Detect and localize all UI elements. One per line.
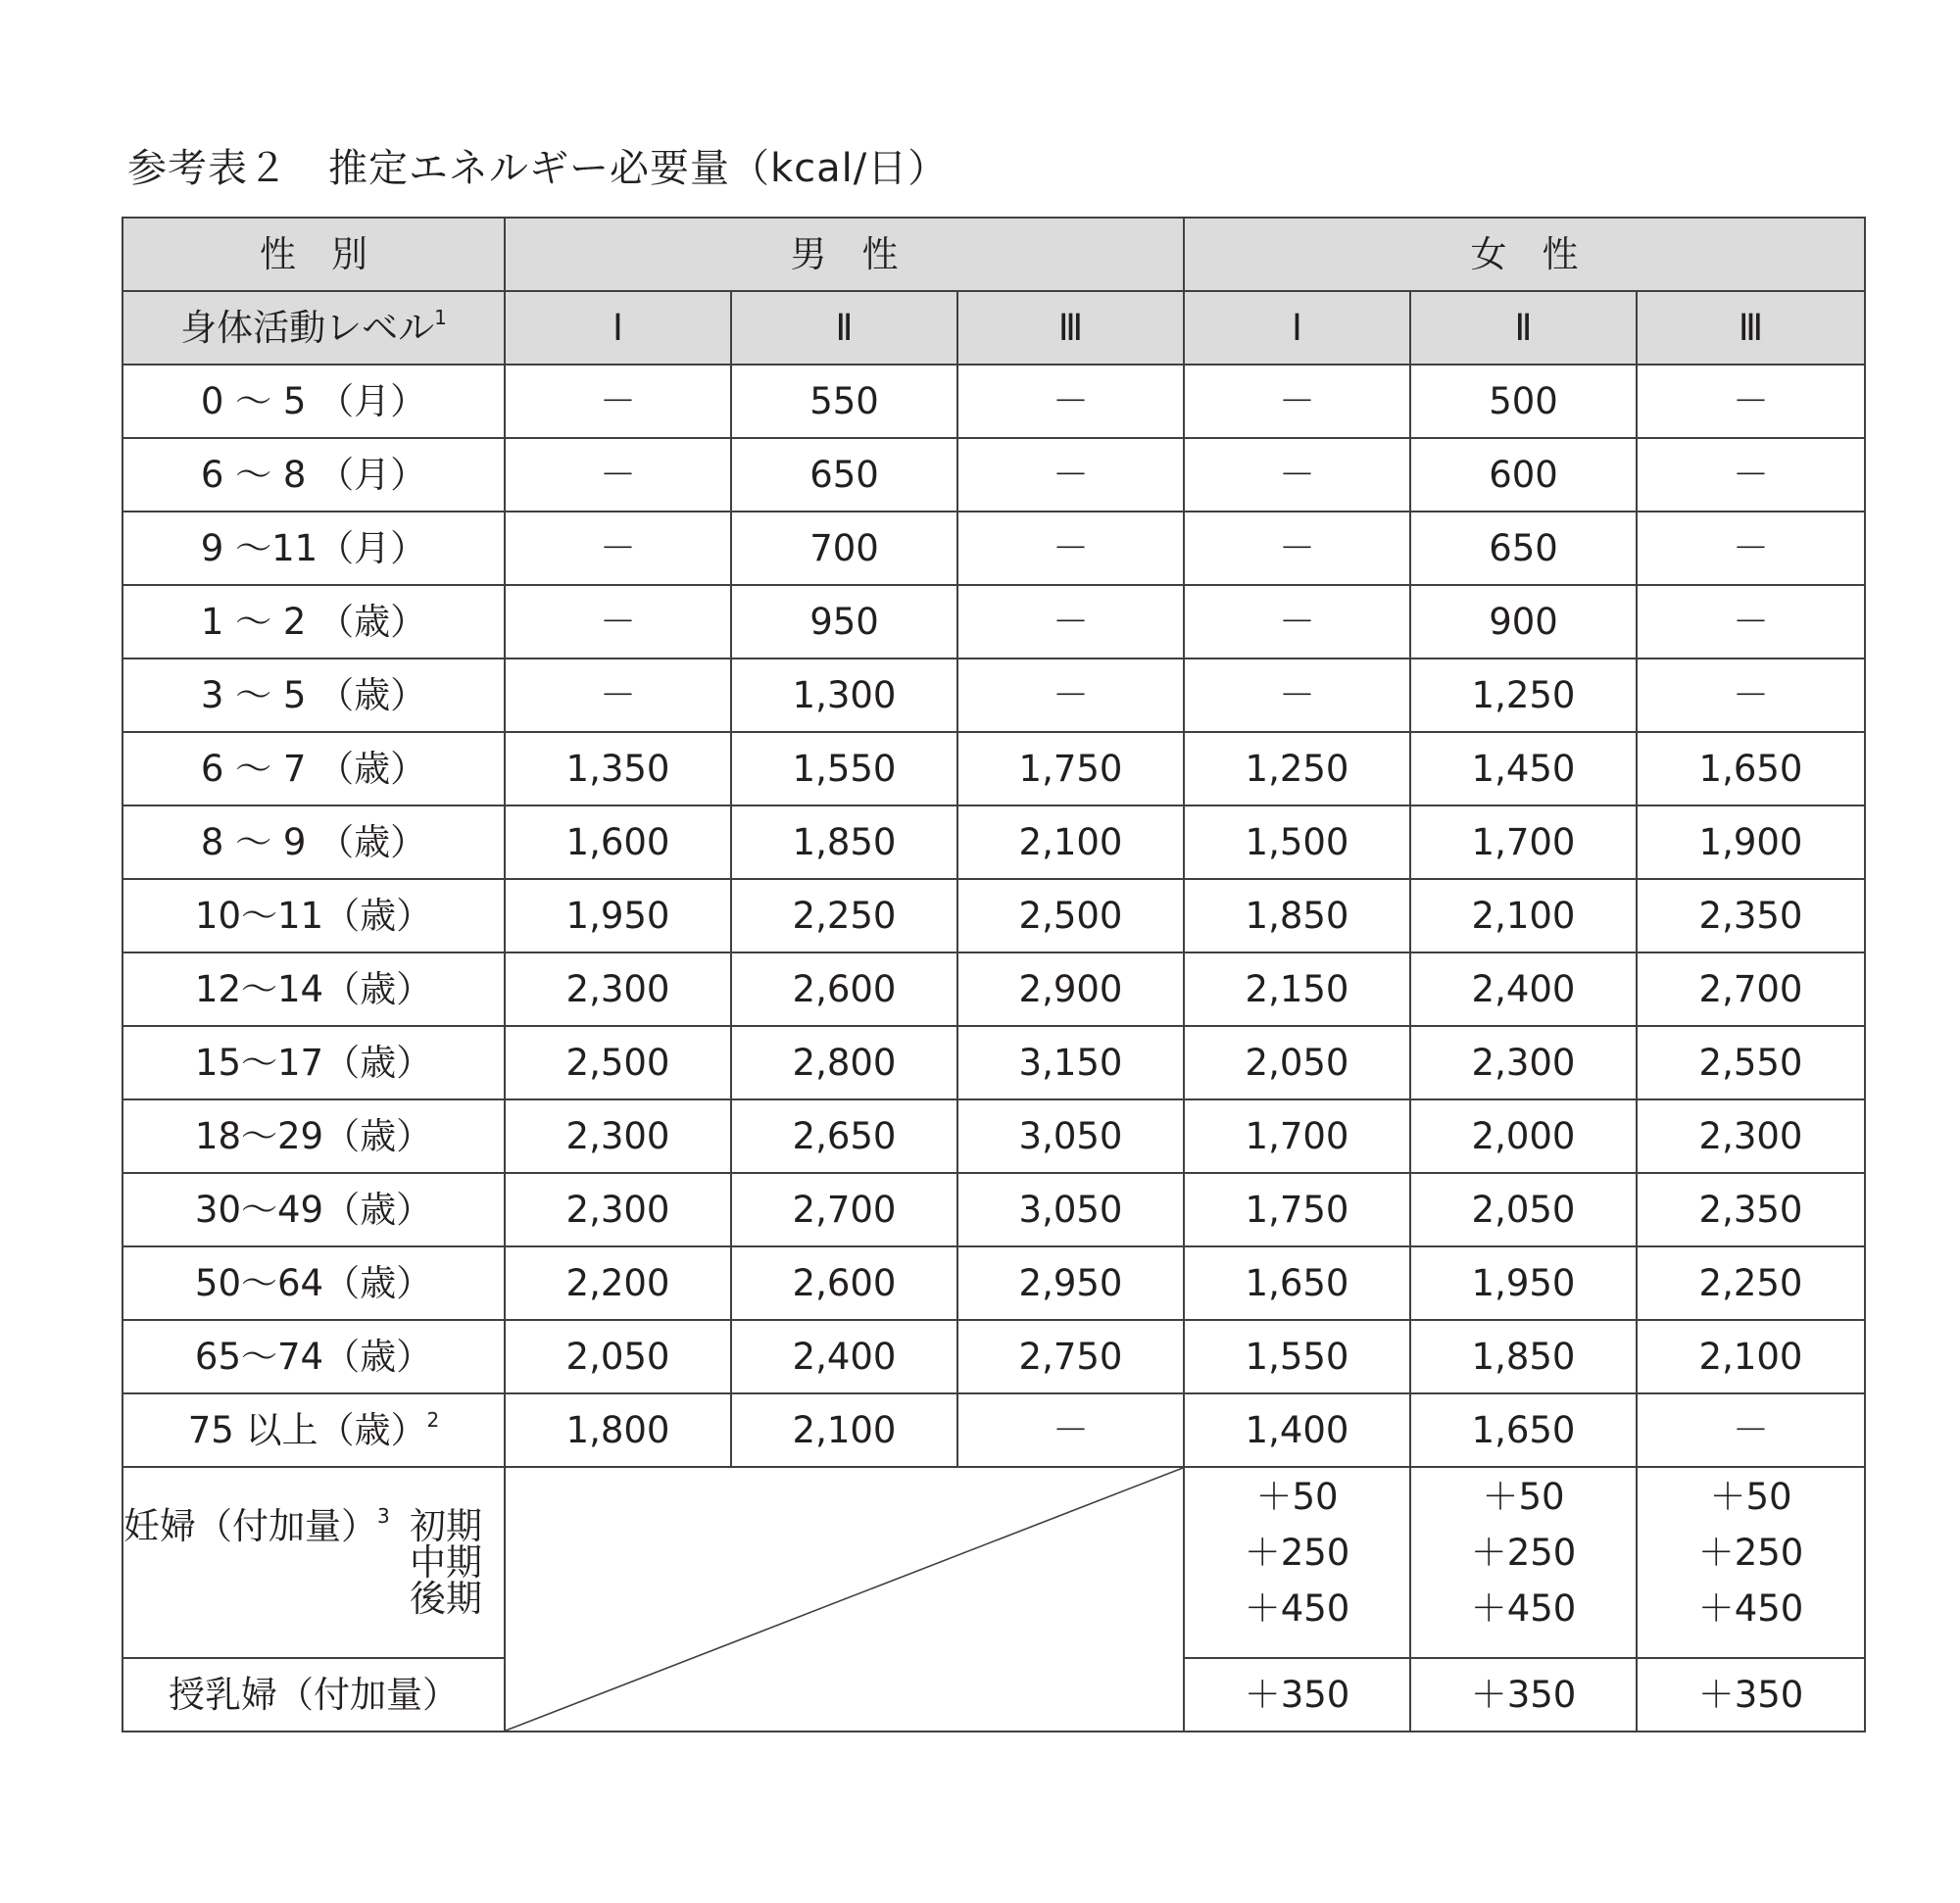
diagonal-line (506, 1468, 1183, 1731)
stage-mid: 中期 (410, 1541, 482, 1584)
female-value: 1,850 (1184, 879, 1410, 952)
pregnant-value: ＋50 (1482, 1476, 1565, 1518)
female-value: 1,750 (1184, 1173, 1410, 1246)
table-row (122, 512, 1865, 585)
table-row (122, 438, 1865, 512)
male-value: 700 (731, 512, 957, 585)
male-value: － (505, 365, 731, 438)
female-value: 2,050 (1184, 1026, 1410, 1099)
female-value: 2,300 (1637, 1099, 1865, 1173)
male-value: 1,550 (731, 732, 957, 805)
male-value: 2,100 (731, 1393, 957, 1467)
female-value: 600 (1410, 438, 1637, 512)
male-value: 2,300 (505, 952, 731, 1026)
male-value: 2,650 (731, 1099, 957, 1173)
male-value: 2,600 (731, 952, 957, 1026)
female-value: － (1184, 659, 1410, 732)
male-value: 2,300 (505, 1173, 731, 1246)
male-value: － (505, 512, 731, 585)
age-cell: 3 ～ 5 （歳） (122, 659, 505, 732)
female-value: 1,450 (1410, 732, 1637, 805)
activity-level-label: 身体活動レベル (180, 307, 435, 349)
age-cell: 50～64（歳） (122, 1246, 505, 1320)
age-label: 75 以上（歳） (187, 1409, 427, 1451)
female-value: － (1637, 365, 1865, 438)
table-row-75-plus (122, 1393, 1865, 1467)
male-value: 950 (731, 585, 957, 659)
female-value: 1,250 (1184, 732, 1410, 805)
female-value: 2,250 (1637, 1246, 1865, 1320)
table-row (122, 659, 1865, 732)
female-value: 1,850 (1410, 1320, 1637, 1393)
table-row (122, 585, 1865, 659)
female-value: － (1184, 585, 1410, 659)
footnote-1: 1 (434, 306, 447, 329)
table-row (122, 732, 1865, 805)
stage-late: 後期 (410, 1578, 482, 1620)
pregnant-value: ＋50 (1255, 1476, 1339, 1518)
female-value: 1,500 (1184, 805, 1410, 879)
pregnant-value: ＋250 (1470, 1532, 1577, 1574)
male-value: 1,750 (957, 732, 1184, 805)
pregnant-row (122, 1467, 1865, 1658)
page-title: 参考表２ 推定エネルギー必要量（kcal/日） (127, 146, 949, 191)
age-cell: 65～74（歳） (122, 1320, 505, 1393)
male-value: 2,400 (731, 1320, 957, 1393)
male-value: 2,100 (957, 805, 1184, 879)
female-value: 1,650 (1184, 1246, 1410, 1320)
age-cell: 6 ～ 7 （歳） (122, 732, 505, 805)
male-value: － (957, 659, 1184, 732)
female-value: － (1637, 659, 1865, 732)
stage-early: 初期 (410, 1505, 482, 1547)
male-value: 1,300 (731, 659, 957, 732)
female-value: 2,050 (1410, 1173, 1637, 1246)
age-cell: 30～49（歳） (122, 1173, 505, 1246)
female-value: － (1184, 512, 1410, 585)
male-value: 1,950 (505, 879, 731, 952)
male-value: 2,200 (505, 1246, 731, 1320)
not-applicable-diagonal-cell (505, 1467, 1184, 1732)
female-value: － (1184, 365, 1410, 438)
pregnant-value: ＋250 (1697, 1532, 1804, 1574)
female-level-3: Ⅲ (1637, 291, 1865, 365)
table-row (122, 365, 1865, 438)
lactating-value: ＋350 (1410, 1658, 1637, 1732)
female-value: 1,700 (1184, 1099, 1410, 1173)
female-value: 1,250 (1410, 659, 1637, 732)
male-value: － (957, 585, 1184, 659)
male-value: 1,600 (505, 805, 731, 879)
header-row-activity (122, 291, 1865, 365)
male-value: 2,800 (731, 1026, 957, 1099)
table-row (122, 1099, 1865, 1173)
sex-header: 性別 (122, 218, 505, 291)
female-value: 1,700 (1410, 805, 1637, 879)
male-value: － (957, 438, 1184, 512)
male-value: 1,850 (731, 805, 957, 879)
female-value: 2,350 (1637, 1173, 1865, 1246)
female-value: － (1637, 438, 1865, 512)
female-value: 2,000 (1410, 1099, 1637, 1173)
male-value: － (957, 1393, 1184, 1467)
male-value: 2,300 (505, 1099, 731, 1173)
table-row (122, 879, 1865, 952)
table-row (122, 805, 1865, 879)
female-value: 2,100 (1410, 879, 1637, 952)
male-value: 650 (731, 438, 957, 512)
pregnant-female-1 (1184, 1467, 1410, 1658)
age-cell: 0 ～ 5 （月） (122, 365, 505, 438)
male-header: 男性 (505, 218, 1184, 291)
male-value: 2,600 (731, 1246, 957, 1320)
male-value: － (957, 365, 1184, 438)
male-value: 1,350 (505, 732, 731, 805)
lactating-label: 授乳婦（付加量） (122, 1658, 505, 1732)
table-row (122, 952, 1865, 1026)
male-value: 2,500 (957, 879, 1184, 952)
female-value: 2,150 (1184, 952, 1410, 1026)
male-value: 3,050 (957, 1173, 1184, 1246)
male-value: － (957, 512, 1184, 585)
female-value: 1,400 (1184, 1393, 1410, 1467)
male-value: 2,050 (505, 1320, 731, 1393)
male-level-3: Ⅲ (957, 291, 1184, 365)
pregnant-value: ＋450 (1470, 1587, 1577, 1630)
table-row (122, 1173, 1865, 1246)
male-value: 1,800 (505, 1393, 731, 1467)
pregnant-female-2 (1410, 1467, 1637, 1658)
female-value: 1,900 (1637, 805, 1865, 879)
female-value: － (1637, 512, 1865, 585)
male-value: 2,950 (957, 1246, 1184, 1320)
pregnant-value: ＋450 (1697, 1587, 1804, 1630)
female-value: 1,650 (1637, 732, 1865, 805)
footnote-2: 2 (426, 1408, 440, 1432)
age-cell: 8 ～ 9 （歳） (122, 805, 505, 879)
pregnant-value: ＋50 (1709, 1476, 1792, 1518)
male-value: 2,750 (957, 1320, 1184, 1393)
header-row-sex (122, 218, 1865, 291)
female-value: － (1637, 585, 1865, 659)
age-cell: 18～29（歳） (122, 1099, 505, 1173)
pregnant-value: ＋450 (1244, 1587, 1350, 1630)
male-value: 2,900 (957, 952, 1184, 1026)
female-value: 2,100 (1637, 1320, 1865, 1393)
female-value: 1,550 (1184, 1320, 1410, 1393)
female-value: － (1637, 1393, 1865, 1467)
female-value: 1,650 (1410, 1393, 1637, 1467)
female-value: 2,350 (1637, 879, 1865, 952)
lactating-value: ＋350 (1184, 1658, 1410, 1732)
pregnant-value: ＋250 (1244, 1532, 1350, 1574)
male-value: 2,250 (731, 879, 957, 952)
male-value: 3,050 (957, 1099, 1184, 1173)
lactating-value: ＋350 (1637, 1658, 1865, 1732)
table-row (122, 1246, 1865, 1320)
male-value: 550 (731, 365, 957, 438)
female-header: 女性 (1184, 218, 1865, 291)
age-cell: 10～11（歳） (122, 879, 505, 952)
male-value: － (505, 585, 731, 659)
energy-requirement-table (122, 217, 1866, 1732)
male-value: － (505, 659, 731, 732)
age-cell (122, 1393, 505, 1467)
female-value: 2,700 (1637, 952, 1865, 1026)
female-value: 2,300 (1410, 1026, 1637, 1099)
footnote-3: 3 (377, 1504, 390, 1528)
female-value: 2,400 (1410, 952, 1637, 1026)
male-level-2: Ⅱ (731, 291, 957, 365)
female-level-1: Ⅰ (1184, 291, 1410, 365)
pregnant-female-3 (1637, 1467, 1865, 1658)
female-value: － (1184, 438, 1410, 512)
age-cell: 9 ～11（月） (122, 512, 505, 585)
male-value: 2,500 (505, 1026, 731, 1099)
table-row (122, 1320, 1865, 1393)
female-value: 500 (1410, 365, 1637, 438)
male-value: 2,700 (731, 1173, 957, 1246)
pregnant-label: 妊婦（付加量） (123, 1505, 377, 1547)
female-value: 900 (1410, 585, 1637, 659)
female-level-2: Ⅱ (1410, 291, 1637, 365)
age-cell: 15～17（歳） (122, 1026, 505, 1099)
age-cell: 6 ～ 8 （月） (122, 438, 505, 512)
female-value: 2,550 (1637, 1026, 1865, 1099)
age-cell: 12～14（歳） (122, 952, 505, 1026)
male-value: 3,150 (957, 1026, 1184, 1099)
male-level-1: Ⅰ (505, 291, 731, 365)
male-value: － (505, 438, 731, 512)
table-row (122, 1026, 1865, 1099)
female-value: 650 (1410, 512, 1637, 585)
activity-level-header (122, 291, 505, 365)
pregnant-label-cell (122, 1467, 505, 1658)
age-cell: 1 ～ 2 （歳） (122, 585, 505, 659)
female-value: 1,950 (1410, 1246, 1637, 1320)
